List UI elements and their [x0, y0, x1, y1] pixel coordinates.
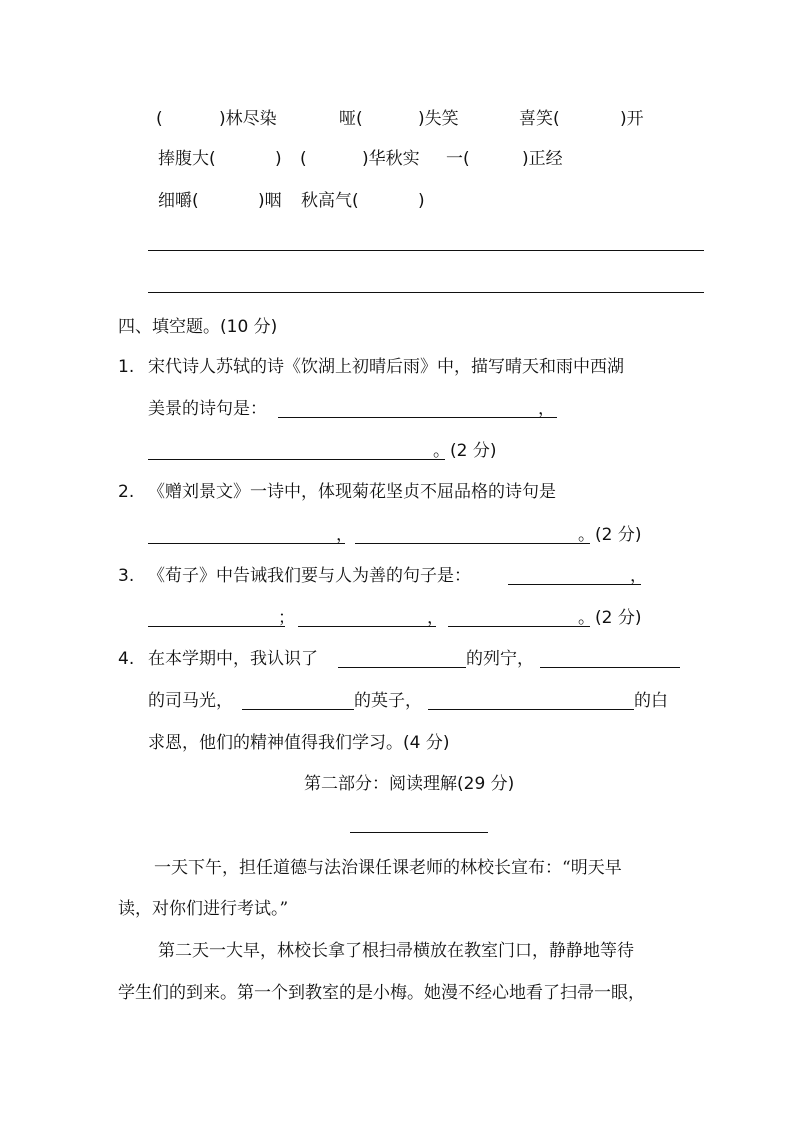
idiom-5-text: )华秋实: [362, 149, 420, 169]
question-text: 在本学期中，我认识了: [148, 649, 318, 669]
question-number: 4.: [118, 649, 135, 669]
answer-blank[interactable]: [508, 584, 641, 585]
question-text: 《赠刘景文》一诗中，体现菊花坚贞不屈品格的诗句是: [148, 482, 556, 502]
punctuation-comma: ，: [336, 525, 353, 545]
question-text: 的英子，: [354, 691, 422, 711]
idiom-3-close: )开: [620, 109, 644, 129]
punctuation-comma: ，: [630, 566, 647, 586]
question-text: 宋代诗人苏轼的诗《饮湖上初晴后雨》中，描写晴天和雨中西湖: [148, 357, 624, 377]
score-label: 。(2 分): [433, 441, 497, 461]
idiom-7-text: 细嚼(: [158, 191, 199, 211]
passage-line: 学生们的到来。第一个到教室的是小梅。她漫不经心地看了扫帚一眼，: [118, 983, 645, 1003]
answer-blank[interactable]: [298, 626, 436, 627]
question-number: 3.: [118, 566, 135, 586]
punctuation-semicolon: ；: [278, 608, 295, 628]
idiom-8-text: 秋高气(: [301, 191, 359, 211]
answer-line-1[interactable]: [148, 250, 704, 251]
idiom-7-close: )咽: [258, 191, 282, 211]
section-heading: 四、填空题。(10 分): [118, 317, 278, 337]
answer-blank[interactable]: [148, 626, 285, 627]
answer-line-2[interactable]: [148, 292, 704, 293]
question-text: 《荀子》中告诫我们要与人为善的句子是：: [148, 566, 471, 586]
idiom-8-close: ): [418, 191, 425, 211]
question-number: 1.: [118, 357, 135, 377]
answer-blank[interactable]: [148, 543, 345, 544]
answer-blank[interactable]: [338, 667, 466, 668]
punctuation-comma: ，: [427, 608, 444, 628]
idiom-1-open: (: [156, 109, 163, 129]
answer-blank[interactable]: [448, 626, 590, 627]
part-heading: 第二部分：阅读理解(29 分): [304, 774, 515, 794]
answer-blank[interactable]: [242, 709, 354, 710]
question-number: 2.: [118, 482, 135, 502]
idiom-4-text: 捧腹大(: [158, 149, 216, 169]
answer-blank[interactable]: [428, 709, 634, 710]
answer-blank[interactable]: [540, 667, 680, 668]
score-label: 。(2 分): [578, 525, 642, 545]
passage-line: 一天下午，担任道德与法治课任课老师的林校长宣布：“明天早: [154, 858, 622, 878]
score-label: 。(2 分): [578, 608, 642, 628]
passage-line: 读，对你们进行考试。”: [118, 899, 289, 919]
idiom-3-text: 喜笑(: [519, 109, 560, 129]
answer-blank[interactable]: [148, 459, 445, 460]
idiom-5-open: (: [300, 149, 307, 169]
punctuation-comma: ，: [538, 399, 555, 419]
question-text: 求恩，他们的精神值得我们学习。(4 分): [148, 733, 450, 753]
idiom-6-close: )正经: [522, 149, 563, 169]
question-text: 的列宁，: [466, 649, 534, 669]
idiom-4-close: ): [275, 149, 282, 169]
answer-blank[interactable]: [355, 543, 590, 544]
question-text: 美景的诗句是：: [148, 399, 267, 419]
question-text: 的白: [634, 691, 668, 711]
answer-blank[interactable]: [278, 417, 557, 418]
question-text: 的司马光，: [148, 691, 233, 711]
passage-line: 第二天一大早，林校长拿了根扫帚横放在教室门口，静静地等待: [158, 941, 634, 961]
idiom-6-text: 一(: [446, 149, 470, 169]
idiom-2-text: 哑(: [339, 109, 363, 129]
idiom-1-text: )林尽染: [219, 109, 277, 129]
passage-title-blank[interactable]: [350, 832, 488, 833]
idiom-2-close: )失笑: [418, 109, 459, 129]
